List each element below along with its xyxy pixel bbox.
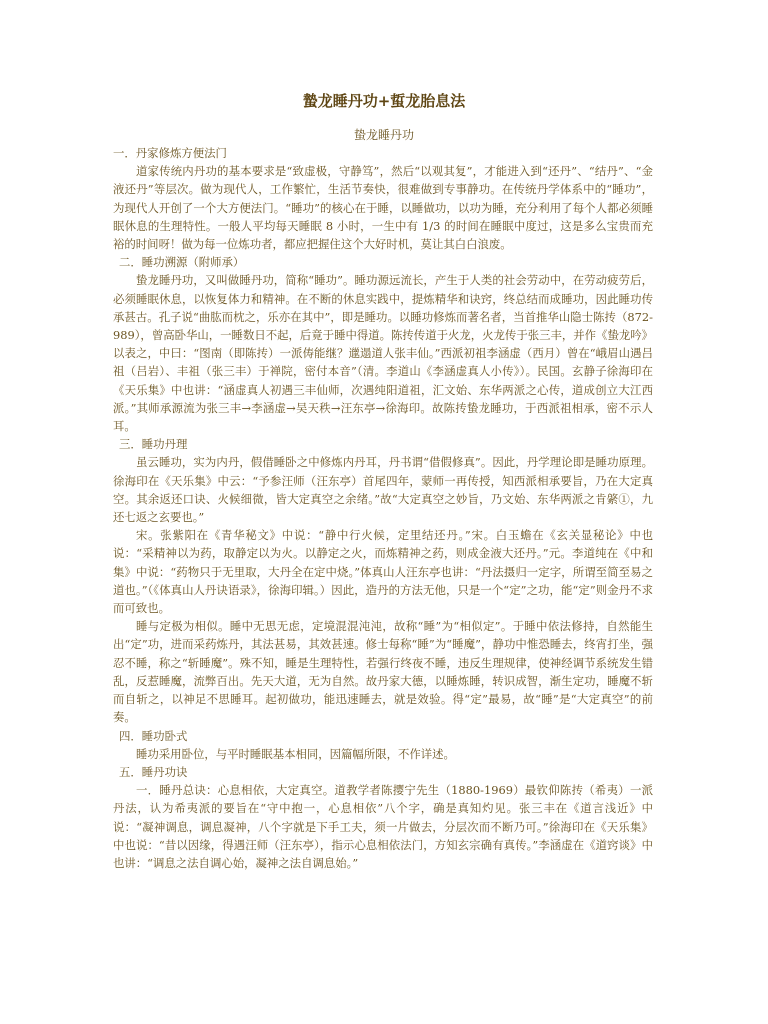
- paragraph: 蛰龙睡丹功，又叫做睡丹功，简称“睡功”。睡功源远流长，产生于人类的社会劳动中，在劳动疲劳后，必须睡眠休息，以恢复体力和精神。在不断的休息实践中，提炼精华和诀窍，终总结而成睡功，因此睡功传承甚古。孔子说“曲肱而枕之，乐亦在其中”，即是睡功。以睡功修炼而著名者，当首推华山隐士陈抟（872-989），曾高卧华山，一睡数日不起，后竟于睡中得道。陈抟传道于火龙，火龙传于张三丰，并作《蛰龙吟》以表之，中曰：“图南（即陈抟）一派俦能继？邋遢道人张丰仙。”西派初祖李涵虚（西月）曾在“峨眉山遇吕祖（吕岩）、丰祖（张三丰）于禅院，密付本音”（清。李道山《李涵虚真人小传》）。民国。玄静子徐海印在《天乐集》中也讲：“涵虚真人初遇三丰仙师，次遇纯阳道祖，汇文始、东华两派之心传，道成创立大江西派。”其师承源流为张三丰→李涵虚→吴天秩→汪东亭→徐海印。故陈抟蛰龙睡功，于西派祖相承，密不示人耳。: [113, 273, 654, 434]
- paragraph: 道家传统内丹功的基本要求是“致虚极，守静笃”，然后“以观其复”，才能进入到“还丹”、“结丹”、“金液还丹”等层次。做为现代人，工作繁忙，生活节奏快，很难做到专事静功。在传统丹学体系中的“睡功”，为现代人开创了一个大方便法门。“睡功”的核心在于睡，以睡做功，以功为睡，充分利用了每个人都必须睡眠休息的生理特性。一般人平均每天睡眠 8 小时，一生中有 1/3 的时间在睡眠中度过，这是多么宝贵而充裕的时间呀！做为每一位炼功者，都应把握住这个大好时机，莫让其白白浪废。: [113, 164, 653, 252]
- section-heading: 三．睡功丹理: [119, 437, 188, 452]
- document-subtitle: 蛰龙睡丹功: [353, 128, 414, 142]
- paragraph: 一．睡丹总诀：心息相依，大定真空。道教学者陈撄宁先生（1880-1969）最钦仰陈抟（希夷）一派丹法，认为希夷派的要旨在“守中抱一，心息相依”八个字，确是真知灼见。张三丰在《道言浅近》中说：“凝神调息，调息凝神，八个字就是下手工夫，须一片做去，分层次而不断乃可。”徐海印在《天乐集》中也说：“昔以因缘，得遇汪师（汪东亭），指示心息相依法门，方知玄宗确有真传。”李涵虚在《道窍谈》中也讲：“调息之法自调心始，凝神之法自调息始。”: [113, 783, 653, 870]
- section-heading: 四．睡功卧式: [119, 728, 188, 743]
- section-heading: 一．丹家修炼方便法门: [113, 146, 227, 160]
- document-body: [113, 144, 653, 872]
- section-heading: 五．睡丹功诀: [119, 764, 188, 779]
- paragraph: 睡功采用卧位，与平时睡眠基本相同，因篇幅所限，不作详述。: [136, 746, 455, 761]
- paragraph: 宋。张紫阳在《青华秘文》中说：“静中行火候，定里结还丹。”宋。白玉蟾在《玄关显秘论》中也说：“采精神以为药，取静定以为火。以静定之火，而炼精神之药，则成金液大还丹。”元。李道纯在《中和集》中说：“药物只于无里取，大丹全在定中烧。”体真山人汪东亭也讲：“丹法摄归一定字，所谓至简至易之道也。”（《体真山人丹诀语录》，徐海印辑。）因此，造丹的方法无他，只是一个“定”之功，能“定”则金丹不求而可致也。: [113, 528, 653, 616]
- document-title: 蟄龙睡丹功+蜇龙胎息法: [302, 92, 466, 110]
- section-heading: 二．睡功溯源（附师承）: [119, 255, 245, 270]
- paragraph: 虽云睡功，实为内丹，假借睡卧之中修炼内丹耳，丹书谓“借假修真”。因此，丹学理论即是睡功原理。徐海印在《天乐集》中云：“予参汪师（汪东亭）首尾四年，蒙师一再传授，知西派相承要旨，乃在大定真空。其余返还口诀、火候细微，皆大定真空之余绪。”故“大定真空之妙旨，乃文始、东华两派之肯綮①，九还七返之玄要也。”: [113, 455, 653, 525]
- paragraph: 睡与定极为相似。睡中无思无虑，定境混混沌沌，故称“睡”为“相似定”。于睡中依法修持，自然能生出“定”功，进而采药炼丹，其法甚易，其效甚速。修士每称“睡”为“睡魔”，静功中惟恐睡去，终宵打坐，强忍不睡，称之“斩睡魔”。殊不知，睡是生理特性，若强行终夜不睡，违反生理规律，使神经调节系统发生错乱，反惹睡魔，流弊百出。先天大道，无为自然。故丹家大德，以睡炼睡，转识成智，渐生定功，睡魔不斩而自斩之，以神足不思睡耳。起初做功，能迅速睡去，就是效验。得“定”最易，故“睡”是“大定真空”的前奏。: [113, 619, 653, 725]
